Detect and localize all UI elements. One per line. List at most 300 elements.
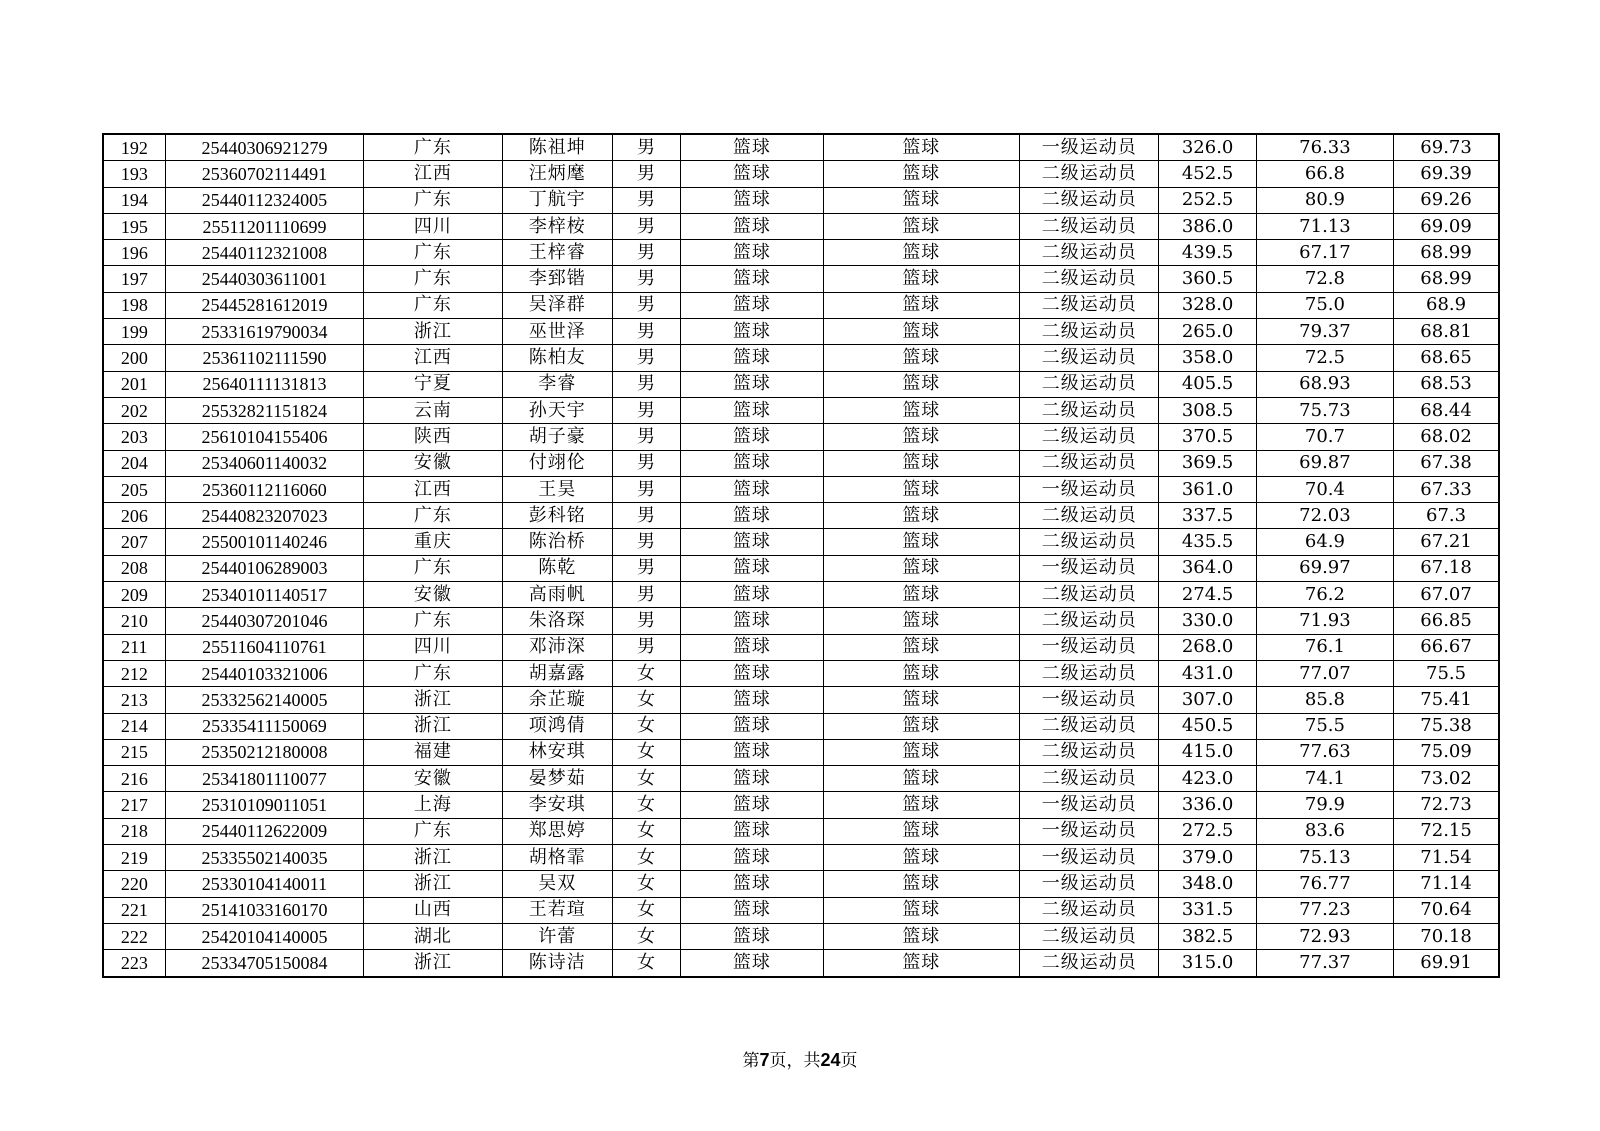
event-cell: 篮球 xyxy=(823,187,1020,213)
athlete-level-cell: 二级运动员 xyxy=(1020,161,1159,187)
sport-score-cell: 70.7 xyxy=(1256,424,1393,450)
sport-cell: 篮球 xyxy=(681,424,823,450)
sport-score-cell: 74.1 xyxy=(1256,766,1393,792)
sport-cell: 篮球 xyxy=(681,766,823,792)
athlete-level-cell: 二级运动员 xyxy=(1020,371,1159,397)
event-cell: 篮球 xyxy=(823,871,1020,897)
seq-cell: 203 xyxy=(103,424,165,450)
sport-cell: 篮球 xyxy=(681,950,823,977)
culture-score-cell: 315.0 xyxy=(1159,950,1256,977)
event-cell: 篮球 xyxy=(823,476,1020,502)
sport-score-cell: 66.8 xyxy=(1256,161,1393,187)
seq-cell: 215 xyxy=(103,739,165,765)
sport-score-cell: 77.63 xyxy=(1256,739,1393,765)
gender-cell: 男 xyxy=(612,529,680,555)
athlete-level-cell: 二级运动员 xyxy=(1020,345,1159,371)
total-score-cell: 68.99 xyxy=(1394,266,1499,292)
culture-score-cell: 435.5 xyxy=(1159,529,1256,555)
gender-cell: 男 xyxy=(612,634,680,660)
athlete-level-cell: 二级运动员 xyxy=(1020,450,1159,476)
sport-cell: 篮球 xyxy=(681,503,823,529)
table-row xyxy=(103,161,1499,187)
seq-cell: 223 xyxy=(103,950,165,977)
province-cell: 江西 xyxy=(364,161,502,187)
table-row xyxy=(103,424,1499,450)
total-score-cell: 67.38 xyxy=(1394,450,1499,476)
name-cell: 陈祖坤 xyxy=(502,134,612,161)
sport-score-cell: 77.37 xyxy=(1256,950,1393,977)
province-cell: 四川 xyxy=(364,213,502,239)
sport-cell: 篮球 xyxy=(681,739,823,765)
name-cell: 吴泽群 xyxy=(502,292,612,318)
sport-cell: 篮球 xyxy=(681,266,823,292)
roster-table xyxy=(102,133,1500,978)
seq-cell: 193 xyxy=(103,161,165,187)
sport-score-cell: 85.8 xyxy=(1256,687,1393,713)
table-row xyxy=(103,319,1499,345)
total-score-cell: 68.44 xyxy=(1394,397,1499,423)
province-cell: 江西 xyxy=(364,476,502,502)
name-cell: 邓沛深 xyxy=(502,634,612,660)
sport-score-cell: 77.07 xyxy=(1256,660,1393,686)
culture-score-cell: 379.0 xyxy=(1159,845,1256,871)
athlete-level-cell: 二级运动员 xyxy=(1020,266,1159,292)
table-row xyxy=(103,503,1499,529)
exam-id-cell: 25310109011051 xyxy=(165,792,364,818)
seq-cell: 207 xyxy=(103,529,165,555)
athlete-level-cell: 一级运动员 xyxy=(1020,871,1159,897)
gender-cell: 女 xyxy=(612,687,680,713)
sport-cell: 篮球 xyxy=(681,529,823,555)
footer-prefix: 第 xyxy=(742,1051,760,1071)
total-score-cell: 68.65 xyxy=(1394,345,1499,371)
sport-cell: 篮球 xyxy=(681,476,823,502)
sport-cell: 篮球 xyxy=(681,292,823,318)
culture-score-cell: 382.5 xyxy=(1159,923,1256,949)
culture-score-cell: 331.5 xyxy=(1159,897,1256,923)
event-cell: 篮球 xyxy=(823,792,1020,818)
athlete-level-cell: 一级运动员 xyxy=(1020,476,1159,502)
event-cell: 篮球 xyxy=(823,555,1020,581)
seq-cell: 200 xyxy=(103,345,165,371)
roster-sheet xyxy=(102,133,1500,978)
province-cell: 山西 xyxy=(364,897,502,923)
table-row xyxy=(103,608,1499,634)
sport-cell: 篮球 xyxy=(681,818,823,844)
seq-cell: 210 xyxy=(103,608,165,634)
name-cell: 李郅锴 xyxy=(502,266,612,292)
table-row xyxy=(103,529,1499,555)
athlete-level-cell: 一级运动员 xyxy=(1020,818,1159,844)
exam-id-cell: 25440823207023 xyxy=(165,503,364,529)
exam-id-cell: 25440103321006 xyxy=(165,660,364,686)
culture-score-cell: 361.0 xyxy=(1159,476,1256,502)
culture-score-cell: 452.5 xyxy=(1159,161,1256,187)
event-cell: 篮球 xyxy=(823,713,1020,739)
exam-id-cell: 25360112116060 xyxy=(165,476,364,502)
gender-cell: 男 xyxy=(612,134,680,161)
seq-cell: 213 xyxy=(103,687,165,713)
exam-id-cell: 25141033160170 xyxy=(165,897,364,923)
culture-score-cell: 336.0 xyxy=(1159,792,1256,818)
name-cell: 郑思婷 xyxy=(502,818,612,844)
total-score-cell: 67.33 xyxy=(1394,476,1499,502)
culture-score-cell: 252.5 xyxy=(1159,187,1256,213)
athlete-level-cell: 一级运动员 xyxy=(1020,634,1159,660)
sport-cell: 篮球 xyxy=(681,792,823,818)
event-cell: 篮球 xyxy=(823,897,1020,923)
seq-cell: 195 xyxy=(103,213,165,239)
event-cell: 篮球 xyxy=(823,424,1020,450)
seq-cell: 217 xyxy=(103,792,165,818)
culture-score-cell: 405.5 xyxy=(1159,371,1256,397)
sport-score-cell: 69.97 xyxy=(1256,555,1393,581)
total-score-cell: 69.39 xyxy=(1394,161,1499,187)
gender-cell: 女 xyxy=(612,845,680,871)
athlete-level-cell: 二级运动员 xyxy=(1020,582,1159,608)
exam-id-cell: 25340601140032 xyxy=(165,450,364,476)
table-row xyxy=(103,345,1499,371)
exam-id-cell: 25440306921279 xyxy=(165,134,364,161)
total-score-cell: 68.9 xyxy=(1394,292,1499,318)
event-cell: 篮球 xyxy=(823,818,1020,844)
total-score-cell: 68.53 xyxy=(1394,371,1499,397)
gender-cell: 男 xyxy=(612,319,680,345)
gender-cell: 男 xyxy=(612,503,680,529)
athlete-level-cell: 一级运动员 xyxy=(1020,555,1159,581)
exam-id-cell: 25330104140011 xyxy=(165,871,364,897)
event-cell: 篮球 xyxy=(823,766,1020,792)
table-row xyxy=(103,476,1499,502)
table-row xyxy=(103,713,1499,739)
sport-score-cell: 75.13 xyxy=(1256,845,1393,871)
name-cell: 林安琪 xyxy=(502,739,612,765)
event-cell: 篮球 xyxy=(823,529,1020,555)
sport-score-cell: 69.87 xyxy=(1256,450,1393,476)
gender-cell: 男 xyxy=(612,450,680,476)
province-cell: 广东 xyxy=(364,292,502,318)
culture-score-cell: 330.0 xyxy=(1159,608,1256,634)
province-cell: 湖北 xyxy=(364,923,502,949)
name-cell: 朱洛琛 xyxy=(502,608,612,634)
exam-id-cell: 25440303611001 xyxy=(165,266,364,292)
total-score-cell: 67.07 xyxy=(1394,582,1499,608)
province-cell: 广东 xyxy=(364,187,502,213)
footer-page-number: 7 xyxy=(759,1050,770,1070)
name-cell: 项鸿倩 xyxy=(502,713,612,739)
sport-cell: 篮球 xyxy=(681,345,823,371)
province-cell: 四川 xyxy=(364,634,502,660)
sport-score-cell: 79.9 xyxy=(1256,792,1393,818)
sport-cell: 篮球 xyxy=(681,240,823,266)
seq-cell: 206 xyxy=(103,503,165,529)
exam-id-cell: 25340101140517 xyxy=(165,582,364,608)
athlete-level-cell: 二级运动员 xyxy=(1020,213,1159,239)
name-cell: 丁航宇 xyxy=(502,187,612,213)
table-row xyxy=(103,950,1499,977)
athlete-level-cell: 二级运动员 xyxy=(1020,739,1159,765)
event-cell: 篮球 xyxy=(823,371,1020,397)
total-score-cell: 69.09 xyxy=(1394,213,1499,239)
total-score-cell: 75.38 xyxy=(1394,713,1499,739)
province-cell: 福建 xyxy=(364,739,502,765)
table-row xyxy=(103,371,1499,397)
table-row xyxy=(103,660,1499,686)
seq-cell: 214 xyxy=(103,713,165,739)
sport-cell: 篮球 xyxy=(681,897,823,923)
table-row xyxy=(103,923,1499,949)
sport-score-cell: 72.5 xyxy=(1256,345,1393,371)
exam-id-cell: 25350212180008 xyxy=(165,739,364,765)
province-cell: 浙江 xyxy=(364,871,502,897)
total-score-cell: 75.5 xyxy=(1394,660,1499,686)
total-score-cell: 66.85 xyxy=(1394,608,1499,634)
sport-score-cell: 75.5 xyxy=(1256,713,1393,739)
name-cell: 李睿 xyxy=(502,371,612,397)
exam-id-cell: 25440106289003 xyxy=(165,555,364,581)
gender-cell: 女 xyxy=(612,739,680,765)
province-cell: 广东 xyxy=(364,134,502,161)
sport-cell: 篮球 xyxy=(681,134,823,161)
athlete-level-cell: 一级运动员 xyxy=(1020,792,1159,818)
exam-id-cell: 25440112321008 xyxy=(165,240,364,266)
culture-score-cell: 337.5 xyxy=(1159,503,1256,529)
gender-cell: 男 xyxy=(612,292,680,318)
gender-cell: 男 xyxy=(612,345,680,371)
name-cell: 吴双 xyxy=(502,871,612,897)
total-score-cell: 75.41 xyxy=(1394,687,1499,713)
event-cell: 篮球 xyxy=(823,845,1020,871)
event-cell: 篮球 xyxy=(823,266,1020,292)
exam-id-cell: 25511604110761 xyxy=(165,634,364,660)
event-cell: 篮球 xyxy=(823,608,1020,634)
sport-score-cell: 76.77 xyxy=(1256,871,1393,897)
name-cell: 高雨帆 xyxy=(502,582,612,608)
name-cell: 陈诗洁 xyxy=(502,950,612,977)
exam-id-cell: 25420104140005 xyxy=(165,923,364,949)
name-cell: 晏梦茹 xyxy=(502,766,612,792)
name-cell: 李梓桉 xyxy=(502,213,612,239)
seq-cell: 222 xyxy=(103,923,165,949)
culture-score-cell: 439.5 xyxy=(1159,240,1256,266)
culture-score-cell: 348.0 xyxy=(1159,871,1256,897)
gender-cell: 男 xyxy=(612,161,680,187)
name-cell: 孙天宇 xyxy=(502,397,612,423)
culture-score-cell: 308.5 xyxy=(1159,397,1256,423)
exam-id-cell: 25532821151824 xyxy=(165,397,364,423)
table-row xyxy=(103,687,1499,713)
exam-id-cell: 25610104155406 xyxy=(165,424,364,450)
table-row xyxy=(103,240,1499,266)
seq-cell: 197 xyxy=(103,266,165,292)
gender-cell: 女 xyxy=(612,713,680,739)
event-cell: 篮球 xyxy=(823,397,1020,423)
sport-cell: 篮球 xyxy=(681,213,823,239)
name-cell: 余芷璇 xyxy=(502,687,612,713)
event-cell: 篮球 xyxy=(823,319,1020,345)
sport-score-cell: 71.93 xyxy=(1256,608,1393,634)
seq-cell: 205 xyxy=(103,476,165,502)
exam-id-cell: 25511201110699 xyxy=(165,213,364,239)
total-score-cell: 69.26 xyxy=(1394,187,1499,213)
roster-body xyxy=(103,134,1499,977)
exam-id-cell: 25335502140035 xyxy=(165,845,364,871)
event-cell: 篮球 xyxy=(823,161,1020,187)
sport-cell: 篮球 xyxy=(681,871,823,897)
culture-score-cell: 415.0 xyxy=(1159,739,1256,765)
total-score-cell: 72.15 xyxy=(1394,818,1499,844)
seq-cell: 220 xyxy=(103,871,165,897)
total-score-cell: 73.02 xyxy=(1394,766,1499,792)
province-cell: 广东 xyxy=(364,555,502,581)
sport-cell: 篮球 xyxy=(681,582,823,608)
gender-cell: 女 xyxy=(612,871,680,897)
seq-cell: 202 xyxy=(103,397,165,423)
sport-cell: 篮球 xyxy=(681,450,823,476)
sport-score-cell: 76.33 xyxy=(1256,134,1393,161)
name-cell: 汪炳麾 xyxy=(502,161,612,187)
seq-cell: 199 xyxy=(103,319,165,345)
exam-id-cell: 25361102111590 xyxy=(165,345,364,371)
table-row xyxy=(103,739,1499,765)
seq-cell: 192 xyxy=(103,134,165,161)
exam-id-cell: 25640111131813 xyxy=(165,371,364,397)
culture-score-cell: 450.5 xyxy=(1159,713,1256,739)
name-cell: 胡子豪 xyxy=(502,424,612,450)
province-cell: 广东 xyxy=(364,266,502,292)
table-row xyxy=(103,766,1499,792)
province-cell: 广东 xyxy=(364,818,502,844)
total-score-cell: 69.91 xyxy=(1394,950,1499,977)
name-cell: 胡嘉露 xyxy=(502,660,612,686)
sport-cell: 篮球 xyxy=(681,923,823,949)
event-cell: 篮球 xyxy=(823,213,1020,239)
exam-id-cell: 25440112324005 xyxy=(165,187,364,213)
sport-cell: 篮球 xyxy=(681,397,823,423)
exam-id-cell: 25360702114491 xyxy=(165,161,364,187)
sport-score-cell: 68.93 xyxy=(1256,371,1393,397)
name-cell: 彭科铭 xyxy=(502,503,612,529)
event-cell: 篮球 xyxy=(823,134,1020,161)
gender-cell: 男 xyxy=(612,213,680,239)
sport-score-cell: 67.17 xyxy=(1256,240,1393,266)
gender-cell: 男 xyxy=(612,266,680,292)
sport-score-cell: 72.03 xyxy=(1256,503,1393,529)
province-cell: 浙江 xyxy=(364,845,502,871)
event-cell: 篮球 xyxy=(823,923,1020,949)
name-cell: 陈柏友 xyxy=(502,345,612,371)
sport-cell: 篮球 xyxy=(681,555,823,581)
gender-cell: 男 xyxy=(612,582,680,608)
table-row xyxy=(103,845,1499,871)
total-score-cell: 68.99 xyxy=(1394,240,1499,266)
gender-cell: 男 xyxy=(612,397,680,423)
athlete-level-cell: 一级运动员 xyxy=(1020,134,1159,161)
table-row xyxy=(103,871,1499,897)
athlete-level-cell: 一级运动员 xyxy=(1020,687,1159,713)
table-row xyxy=(103,134,1499,161)
sport-cell: 篮球 xyxy=(681,161,823,187)
name-cell: 王若瑄 xyxy=(502,897,612,923)
seq-cell: 201 xyxy=(103,371,165,397)
province-cell: 广东 xyxy=(364,608,502,634)
sport-score-cell: 70.4 xyxy=(1256,476,1393,502)
table-row xyxy=(103,634,1499,660)
name-cell: 许蕾 xyxy=(502,923,612,949)
athlete-level-cell: 二级运动员 xyxy=(1020,503,1159,529)
name-cell: 巫世泽 xyxy=(502,319,612,345)
event-cell: 篮球 xyxy=(823,582,1020,608)
sport-score-cell: 76.1 xyxy=(1256,634,1393,660)
gender-cell: 男 xyxy=(612,555,680,581)
table-row xyxy=(103,818,1499,844)
total-score-cell: 67.21 xyxy=(1394,529,1499,555)
gender-cell: 女 xyxy=(612,766,680,792)
sport-cell: 篮球 xyxy=(681,371,823,397)
sport-score-cell: 83.6 xyxy=(1256,818,1393,844)
culture-score-cell: 358.0 xyxy=(1159,345,1256,371)
culture-score-cell: 360.5 xyxy=(1159,266,1256,292)
sport-score-cell: 77.23 xyxy=(1256,897,1393,923)
culture-score-cell: 265.0 xyxy=(1159,319,1256,345)
province-cell: 重庆 xyxy=(364,529,502,555)
seq-cell: 212 xyxy=(103,660,165,686)
province-cell: 上海 xyxy=(364,792,502,818)
seq-cell: 219 xyxy=(103,845,165,871)
seq-cell: 196 xyxy=(103,240,165,266)
province-cell: 广东 xyxy=(364,240,502,266)
athlete-level-cell: 二级运动员 xyxy=(1020,292,1159,318)
culture-score-cell: 386.0 xyxy=(1159,213,1256,239)
total-score-cell: 66.67 xyxy=(1394,634,1499,660)
province-cell: 浙江 xyxy=(364,950,502,977)
gender-cell: 男 xyxy=(612,608,680,634)
seq-cell: 211 xyxy=(103,634,165,660)
province-cell: 江西 xyxy=(364,345,502,371)
name-cell: 陈乾 xyxy=(502,555,612,581)
culture-score-cell: 272.5 xyxy=(1159,818,1256,844)
culture-score-cell: 326.0 xyxy=(1159,134,1256,161)
total-score-cell: 68.81 xyxy=(1394,319,1499,345)
seq-cell: 198 xyxy=(103,292,165,318)
exam-id-cell: 25440112622009 xyxy=(165,818,364,844)
gender-cell: 女 xyxy=(612,818,680,844)
exam-id-cell: 25332562140005 xyxy=(165,687,364,713)
table-row xyxy=(103,187,1499,213)
culture-score-cell: 369.5 xyxy=(1159,450,1256,476)
event-cell: 篮球 xyxy=(823,503,1020,529)
province-cell: 浙江 xyxy=(364,687,502,713)
total-score-cell: 68.02 xyxy=(1394,424,1499,450)
gender-cell: 女 xyxy=(612,923,680,949)
sport-cell: 篮球 xyxy=(681,608,823,634)
total-score-cell: 67.3 xyxy=(1394,503,1499,529)
sport-cell: 篮球 xyxy=(681,319,823,345)
gender-cell: 男 xyxy=(612,424,680,450)
table-row xyxy=(103,555,1499,581)
gender-cell: 男 xyxy=(612,476,680,502)
sport-cell: 篮球 xyxy=(681,687,823,713)
athlete-level-cell: 二级运动员 xyxy=(1020,897,1159,923)
exam-id-cell: 25334705150084 xyxy=(165,950,364,977)
event-cell: 篮球 xyxy=(823,687,1020,713)
sport-cell: 篮球 xyxy=(681,845,823,871)
province-cell: 陕西 xyxy=(364,424,502,450)
table-row xyxy=(103,450,1499,476)
culture-score-cell: 431.0 xyxy=(1159,660,1256,686)
exam-id-cell: 25445281612019 xyxy=(165,292,364,318)
sport-score-cell: 75.0 xyxy=(1256,292,1393,318)
